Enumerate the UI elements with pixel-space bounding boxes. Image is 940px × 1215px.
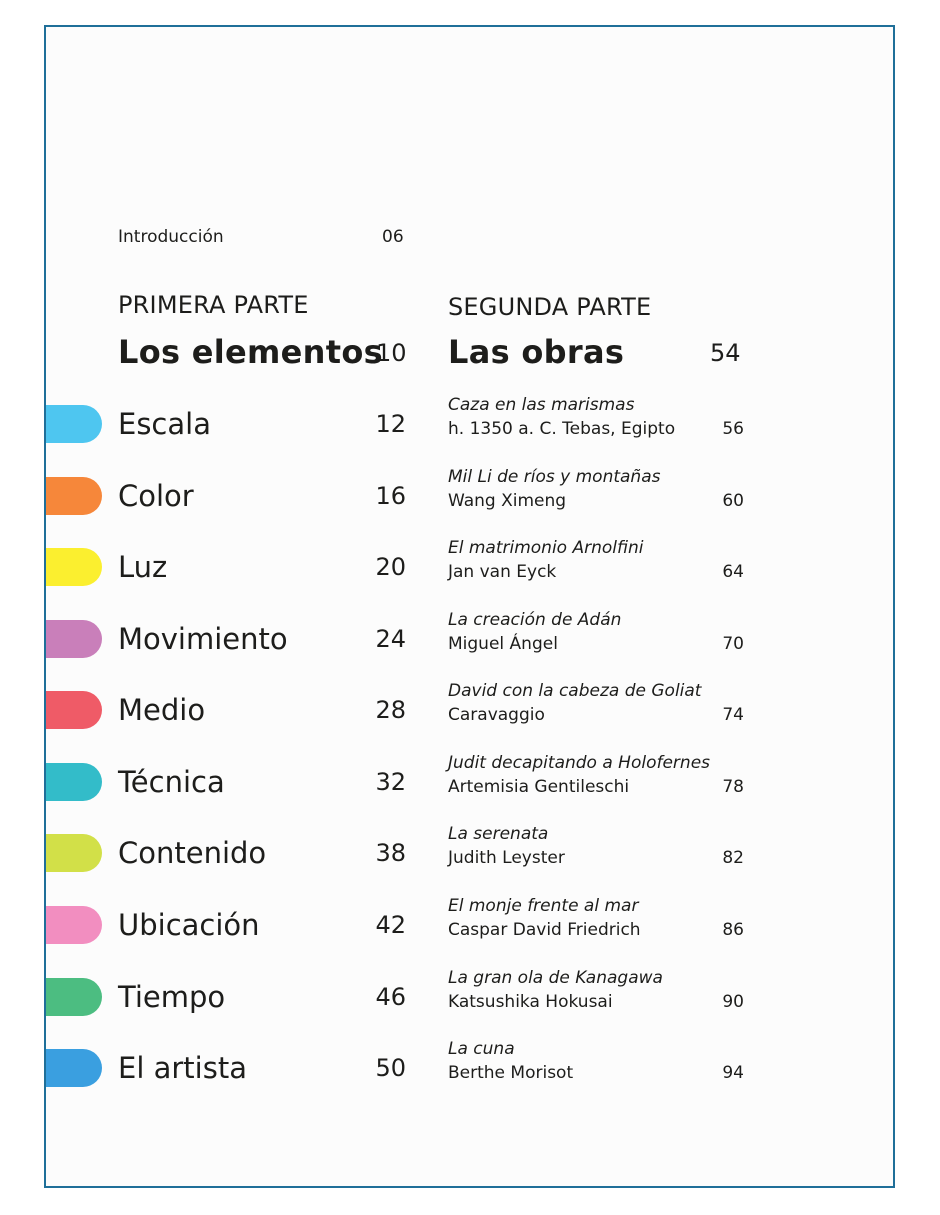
element-entry-escala[interactable] <box>46 404 406 444</box>
work-page-number: 90 <box>722 992 744 1012</box>
work-entry[interactable] <box>448 609 748 655</box>
element-entry-tecnica[interactable] <box>46 762 406 802</box>
color-tab-icon <box>44 978 102 1016</box>
work-page-number: 64 <box>722 562 744 582</box>
element-name: Luz <box>118 550 168 584</box>
work-artist: h. 1350 a. C. Tebas, Egipto <box>448 419 676 439</box>
element-entry-tiempo[interactable] <box>46 977 406 1017</box>
work-title: La cuna <box>448 1039 515 1059</box>
work-entry[interactable] <box>448 394 748 440</box>
work-artist: Caravaggio <box>448 705 545 725</box>
element-entry-contenido[interactable] <box>46 833 406 873</box>
color-tab-icon <box>44 1049 102 1087</box>
element-entry-movimiento[interactable] <box>46 619 406 659</box>
work-entry[interactable] <box>448 537 748 583</box>
part1-label: PRIMERA PARTE <box>118 291 309 319</box>
part1-page-number: 10 <box>376 339 407 367</box>
work-title: David con la cabeza de Goliat <box>448 681 702 701</box>
element-name: Técnica <box>118 765 225 799</box>
work-page-number: 56 <box>722 419 744 439</box>
color-tab-icon <box>44 477 102 515</box>
work-page-number: 94 <box>722 1063 744 1083</box>
work-artist: Miguel Ángel <box>448 634 558 654</box>
element-name: Tiempo <box>118 980 226 1014</box>
element-page-number: 24 <box>375 625 406 653</box>
work-artist: Jan van Eyck <box>448 562 557 582</box>
work-title: Caza en las marismas <box>448 395 635 415</box>
work-title: La creación de Adán <box>448 610 622 630</box>
element-page-number: 42 <box>375 911 406 939</box>
work-entry[interactable] <box>448 895 748 941</box>
color-tab-icon <box>44 834 102 872</box>
work-entry[interactable] <box>448 823 748 869</box>
element-page-number: 28 <box>375 696 406 724</box>
work-artist: Katsushika Hokusai <box>448 992 613 1012</box>
element-entry-ubicacion[interactable] <box>46 905 406 945</box>
element-page-number: 38 <box>375 839 406 867</box>
work-page-number: 86 <box>722 920 744 940</box>
element-name: Movimiento <box>118 622 288 656</box>
part2-page-number: 54 <box>710 339 741 367</box>
color-tab-icon <box>44 405 102 443</box>
element-page-number: 46 <box>375 983 406 1011</box>
element-entry-color[interactable] <box>46 476 406 516</box>
element-page-number: 16 <box>375 482 406 510</box>
work-title: Judit decapitando a Holofernes <box>448 753 711 773</box>
element-page-number: 20 <box>375 553 406 581</box>
work-entry[interactable] <box>448 752 748 798</box>
element-name: Contenido <box>118 836 267 870</box>
work-title: El matrimonio Arnolfini <box>448 538 644 558</box>
work-title: Mil Li de ríos y montañas <box>448 467 661 487</box>
work-page-number: 70 <box>722 634 744 654</box>
work-page-number: 60 <box>722 491 744 511</box>
part1-title: Los elementos <box>118 333 383 371</box>
work-title: El monje frente al mar <box>448 896 639 916</box>
element-name: Color <box>118 479 194 513</box>
work-entry[interactable] <box>448 680 748 726</box>
work-entry[interactable] <box>448 967 748 1013</box>
work-artist: Caspar David Friedrich <box>448 920 641 940</box>
color-tab-icon <box>44 763 102 801</box>
color-tab-icon <box>44 906 102 944</box>
work-entry[interactable] <box>448 1038 748 1084</box>
work-title: La serenata <box>448 824 549 844</box>
element-entry-medio[interactable] <box>46 690 406 730</box>
work-entry[interactable] <box>448 466 748 512</box>
work-artist: Wang Ximeng <box>448 491 567 511</box>
element-entry-el-artista[interactable] <box>46 1048 406 1088</box>
work-page-number: 74 <box>722 705 744 725</box>
table-of-contents-page <box>44 25 895 1188</box>
part2-label: SEGUNDA PARTE <box>448 293 652 321</box>
color-tab-icon <box>44 620 102 658</box>
work-artist: Berthe Morisot <box>448 1063 574 1083</box>
element-entry-luz[interactable] <box>46 547 406 587</box>
work-page-number: 82 <box>722 848 744 868</box>
color-tab-icon <box>44 548 102 586</box>
element-name: Ubicación <box>118 908 260 942</box>
element-page-number: 50 <box>375 1054 406 1082</box>
element-page-number: 12 <box>375 410 406 438</box>
work-artist: Artemisia Gentileschi <box>448 777 630 797</box>
element-name: Escala <box>118 407 211 441</box>
element-page-number: 32 <box>375 768 406 796</box>
work-artist: Judith Leyster <box>448 848 565 868</box>
element-name: Medio <box>118 693 206 727</box>
part2-title: Las obras <box>448 333 625 371</box>
element-name: El artista <box>118 1051 247 1085</box>
work-title: La gran ola de Kanagawa <box>448 968 663 988</box>
work-page-number: 78 <box>722 777 744 797</box>
intro-label: Introducción <box>118 227 224 247</box>
intro-page-number: 06 <box>382 227 404 247</box>
color-tab-icon <box>44 691 102 729</box>
